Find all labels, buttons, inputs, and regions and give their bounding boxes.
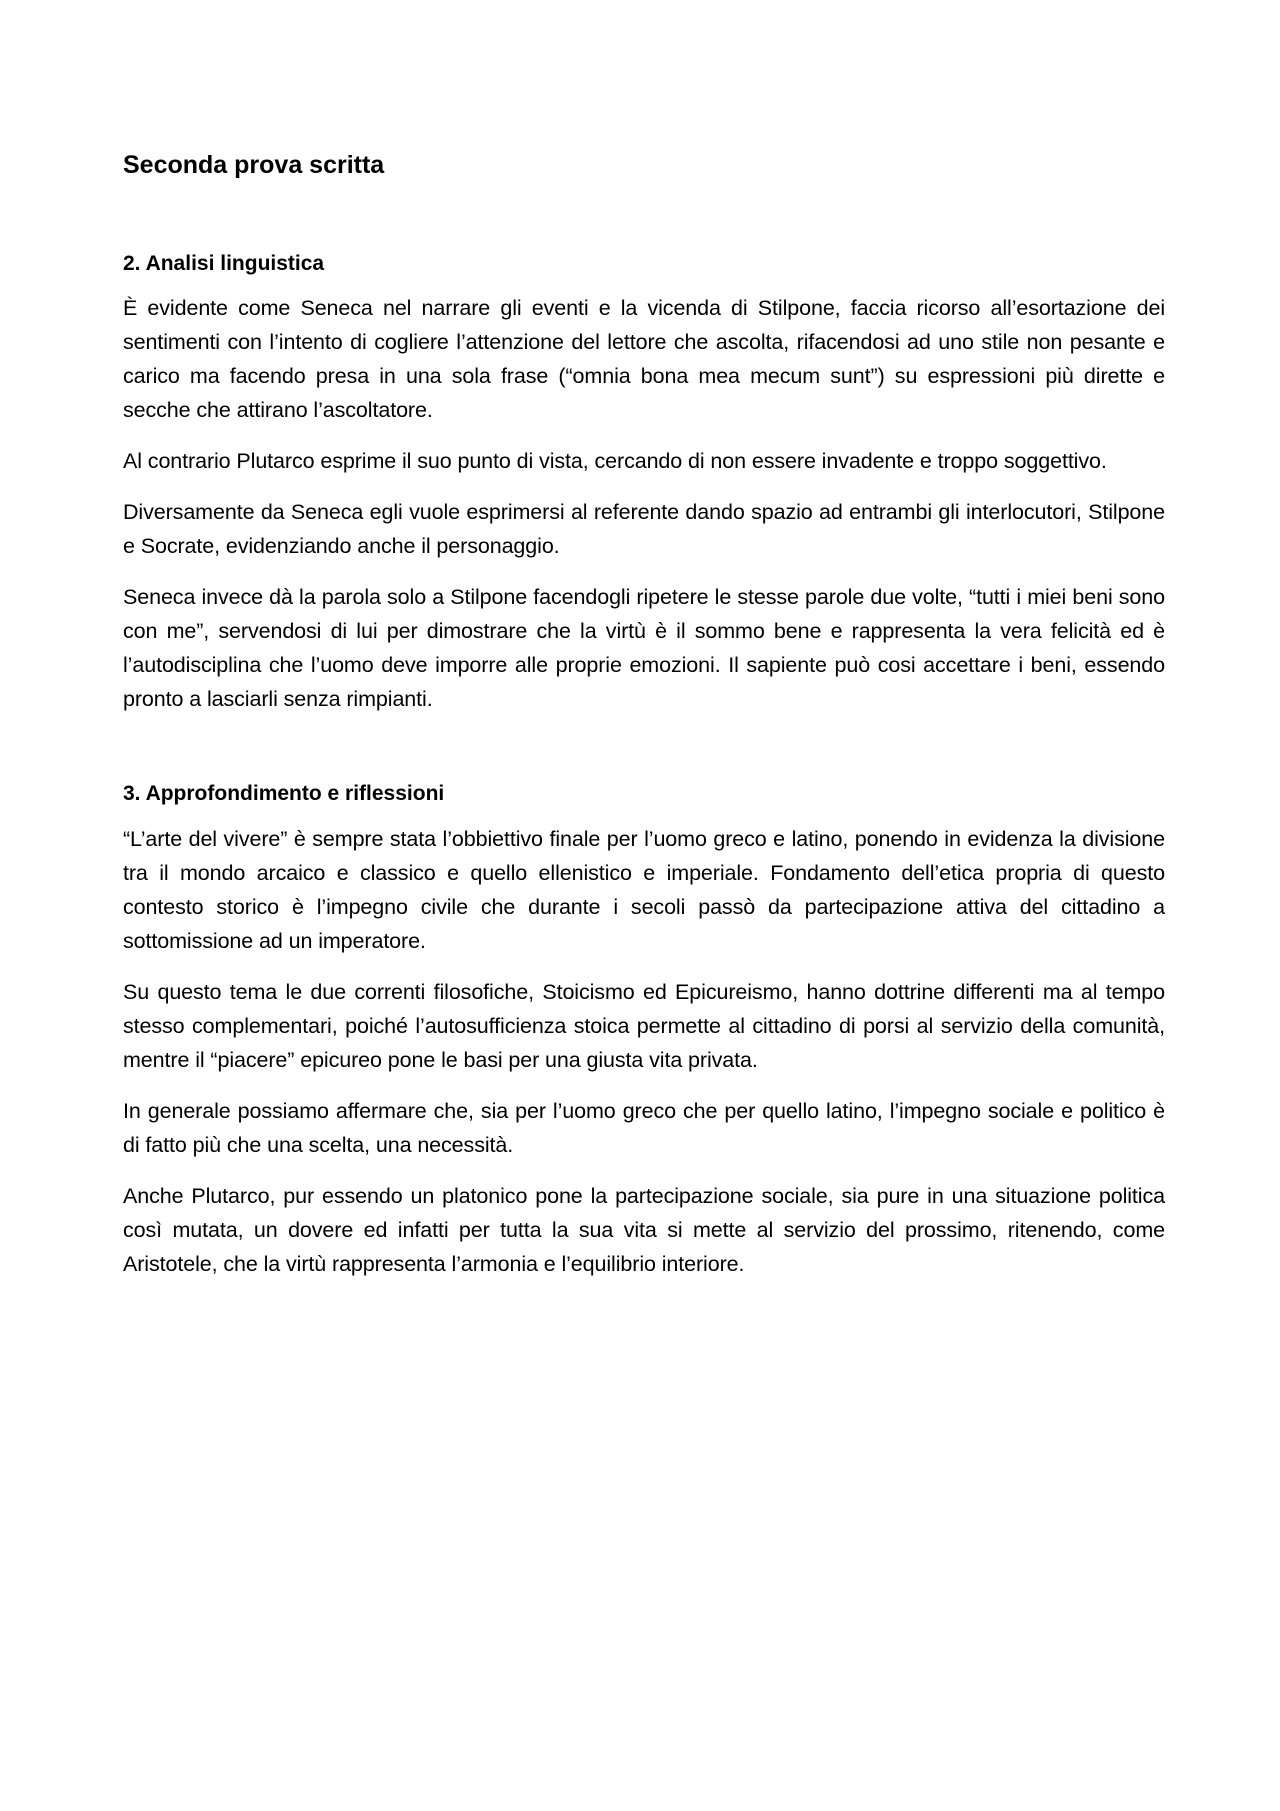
paragraph: Al contrario Plutarco esprime il suo punto di vista, cercando di non essere invadente e troppo soggettivo.	[123, 449, 1107, 474]
page-title: Seconda prova scritta	[123, 151, 385, 179]
paragraph: Anche Plutarco, pur essendo un platonico pone la partecipazione sociale, sia pure in una situazione politica così mutata, un dovere ed infatti per tutta la sua vita si mette al servizio del prossimo, ritenendo, come Aristotele, che la virtù rappresenta l’armonia e l’equilibrio interiore.	[123, 1183, 1165, 1276]
paragraph: In generale possiamo affermare che, sia per l’uomo greco che per quello latino, l’impegno sociale e politico è di fatto più che una scelta, una necessità.	[123, 1098, 1165, 1157]
paragraph: Seneca invece dà la parola solo a Stilpone facendogli ripetere le stesse parole due volte, “tutti i miei beni sono con me”, servendosi di lui per dimostrare che la virtù è il sommo bene e rappresenta la vera felicità ed è l’autodisciplina che l’uomo deve imporre alle proprie emozioni. Il sapiente può cosi accettare i beni, essendo pronto a lasciarli senza rimpianti.	[123, 585, 1165, 712]
section-approfondimento	[123, 780, 1165, 1280]
paragraph: Diversamente da Seneca egli vuole esprimersi al referente dando spazio ad entrambi gli interlocutori, Stilpone e Socrate, evidenziando anche il personaggio.	[123, 500, 1165, 559]
section-heading: 2. Analisi linguistica	[123, 252, 325, 275]
document-body	[123, 150, 1165, 1281]
paragraph: Su questo tema le due correnti filosofiche, Stoicismo ed Epicureismo, hanno dottrine differenti ma al tempo stesso complementari, poiché l’autosufficienza stoica permette al cittadino di porsi al servizio della comunità, mentre il “piacere” epicureo pone le basi per una giusta vita privata.	[123, 979, 1165, 1072]
section-analisi-linguistica	[123, 250, 1165, 716]
section-heading: 3. Approfondimento e riflessioni	[123, 782, 445, 806]
paragraph: “L’arte del vivere” è sempre stata l’obbiettivo finale per l’uomo greco e latino, ponendo in evidenza la divisione tra il mondo arcaico e classico e quello ellenistico e imperiale. Fondamento dell’etica propria di questo contesto storico è l’impegno civile che durante i secoli passò da partecipazione attiva del cittadino a sottomissione ad un imperatore.	[123, 826, 1165, 953]
paragraph: È evidente come Seneca nel narrare gli eventi e la vicenda di Stilpone, faccia ricorso all’esortazione dei sentimenti con l’intento di cogliere l’attenzione del lettore che ascolta, rifacendosi ad uno stile non pesante e carico ma facendo presa in una sola frase (“omnia bona mea mecum sunt”) su espressioni più dirette e secche che attirano l’ascoltatore.	[123, 296, 1165, 423]
